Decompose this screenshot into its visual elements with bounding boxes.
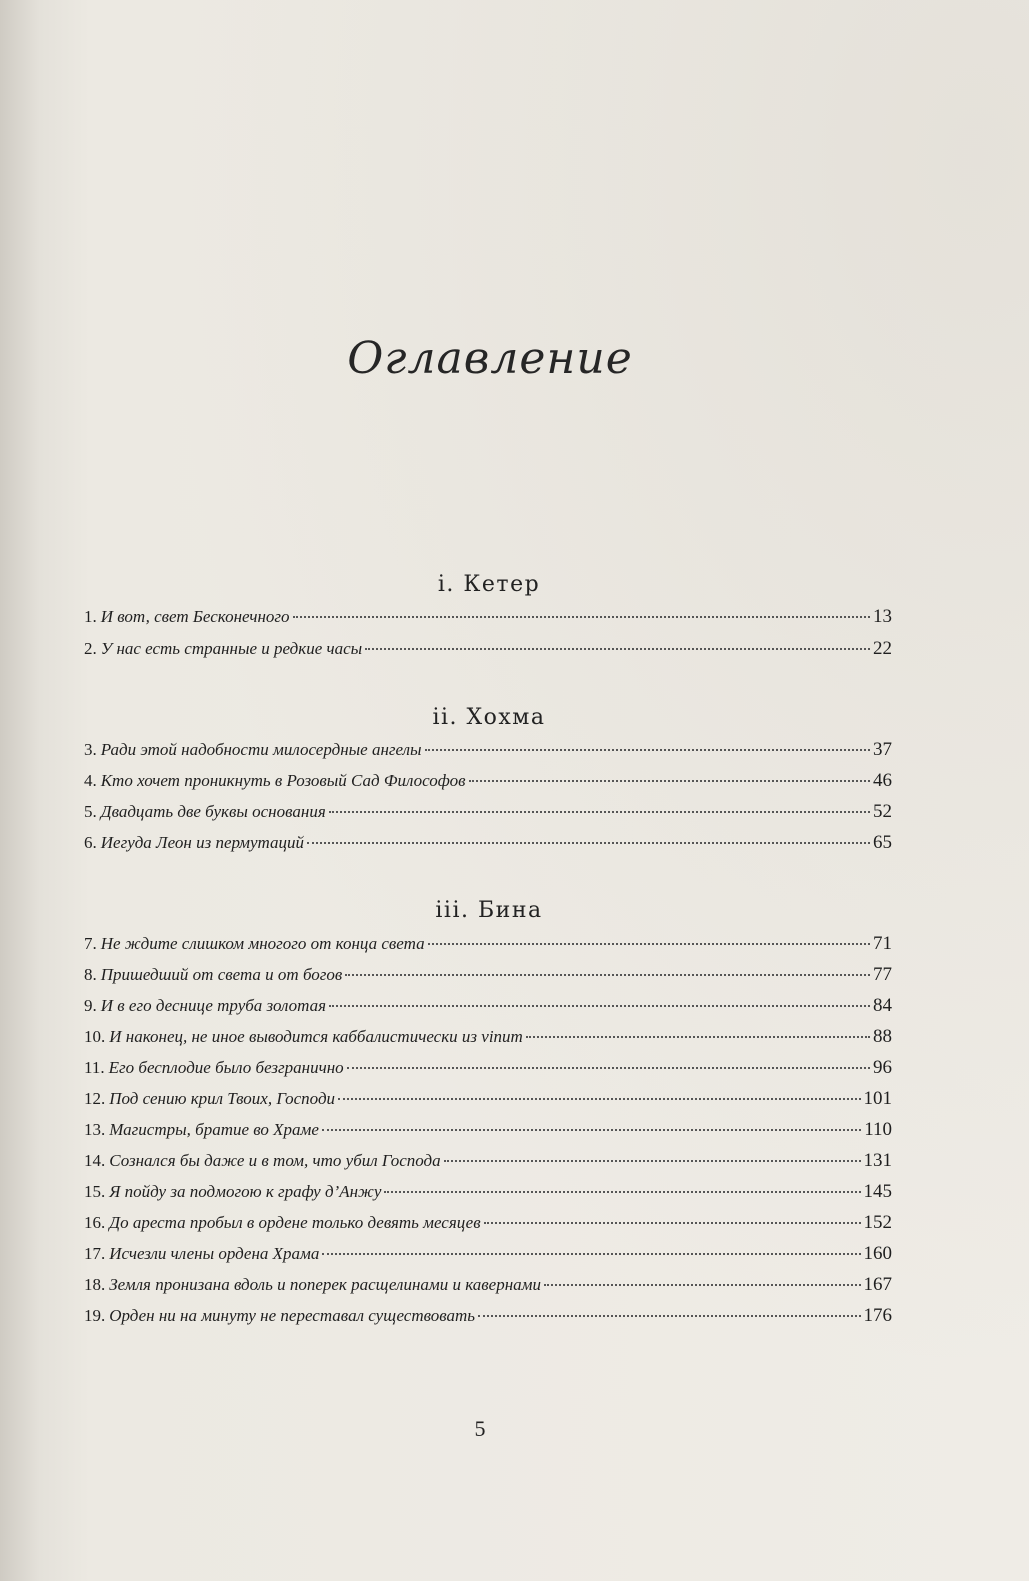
toc-entry	[84, 801, 892, 831]
entry-page-number: 160	[863, 1243, 892, 1264]
entry-title: Магистры, братие во Храме	[109, 1120, 319, 1139]
entry-number: 1.	[84, 607, 97, 626]
entry-number: 11.	[84, 1058, 105, 1077]
entry-title: И в его деснице труба золотая	[100, 996, 327, 1015]
entry-number: 15.	[84, 1182, 106, 1201]
entry-page-number: 65	[873, 832, 892, 853]
entry-title: Я пойду за подмогою к графу д’Анжу	[109, 1182, 382, 1201]
entry-number: 13.	[84, 1120, 106, 1139]
section-heading-bina: iii. Бина	[435, 898, 543, 923]
toc-entry	[84, 1181, 892, 1211]
toc-entry	[84, 1026, 892, 1056]
entry-number: 6.	[84, 833, 97, 852]
entry-page-number: 145	[863, 1181, 892, 1202]
entry-number: 9.	[84, 996, 97, 1015]
page-title	[0, 333, 980, 384]
entry-number: 3.	[84, 740, 97, 759]
entry-page-number: 77	[873, 964, 892, 985]
entry-title: И наконец, не иное выводится каббалистически из vinum	[109, 1027, 523, 1046]
dot-leader	[526, 1036, 870, 1038]
entry-page-number: 84	[873, 995, 892, 1016]
entry-title: Двадцать две буквы основания	[100, 802, 326, 821]
entry-page-number: 176	[863, 1305, 892, 1326]
entry-number: 8.	[84, 965, 97, 984]
dot-leader	[329, 1005, 870, 1007]
toc-entry	[84, 770, 892, 800]
entry-number: 5.	[84, 802, 97, 821]
entry-title: Сознался бы даже и в том, что убил Господа	[109, 1151, 441, 1170]
entry-number: 2.	[84, 639, 97, 658]
toc-entry	[84, 995, 892, 1025]
toc-entry	[84, 638, 892, 668]
entry-title: У нас есть странные и редкие часы	[100, 639, 363, 658]
section-heading-keter: i. Кетер	[437, 572, 541, 597]
entry-page-number: 167	[863, 1274, 892, 1295]
entry-title: Кто хочет проникнуть в Розовый Сад Философов	[100, 771, 466, 790]
entry-page-number: 131	[863, 1150, 892, 1171]
dot-leader	[322, 1129, 861, 1131]
dot-leader	[428, 943, 870, 945]
page-number-footer: 5	[474, 1416, 486, 1441]
entry-number: 12.	[84, 1089, 106, 1108]
entry-title: Не ждите слишком многого от конца света	[100, 934, 425, 953]
entry-title: Под сению крил Твоих, Господи	[109, 1089, 336, 1108]
entry-number: 16.	[84, 1213, 106, 1232]
toc-entry	[84, 606, 892, 636]
dot-leader	[307, 842, 870, 844]
dot-leader	[347, 1067, 870, 1069]
dot-leader	[484, 1222, 861, 1224]
toc-entry	[84, 1274, 892, 1304]
page-title-text: Оглавление	[347, 333, 633, 384]
toc-entry	[84, 1243, 892, 1273]
entry-page-number: 101	[863, 1088, 892, 1109]
entry-number: 10.	[84, 1027, 106, 1046]
entry-page-number: 52	[873, 801, 892, 822]
entry-number: 4.	[84, 771, 97, 790]
dot-leader	[384, 1191, 860, 1193]
entry-page-number: 96	[873, 1057, 892, 1078]
dot-leader	[293, 616, 870, 618]
toc-entry	[84, 1057, 892, 1087]
dot-leader	[469, 780, 870, 782]
toc-entry	[84, 739, 892, 769]
entry-title: Исчезли члены ордена Храма	[109, 1244, 320, 1263]
toc-entry	[84, 832, 892, 862]
toc-entry	[84, 1305, 892, 1335]
entry-page-number: 152	[863, 1212, 892, 1233]
toc-entry	[84, 1150, 892, 1180]
entry-number: 14.	[84, 1151, 106, 1170]
toc-entry	[84, 1212, 892, 1242]
entry-page-number: 22	[873, 638, 892, 659]
entry-number: 18.	[84, 1275, 106, 1294]
dot-leader	[345, 974, 870, 976]
toc-entry	[84, 1088, 892, 1118]
dot-leader	[425, 749, 870, 751]
entry-title: Пришедший от света и от богов	[100, 965, 343, 984]
entry-title: Земля пронизана вдоль и поперек расщелинами и кавернами	[109, 1275, 541, 1294]
dot-leader	[544, 1284, 861, 1286]
toc-entry	[84, 1119, 892, 1149]
dot-leader	[365, 648, 870, 650]
entry-title: Его бесплодие было безгранично	[108, 1058, 344, 1077]
entry-page-number: 71	[873, 933, 892, 954]
entry-title: И вот, свет Бесконечного	[100, 607, 290, 626]
entry-page-number: 13	[873, 606, 892, 627]
entry-number: 7.	[84, 934, 97, 953]
dot-leader	[329, 811, 870, 813]
entry-page-number: 88	[873, 1026, 892, 1047]
dot-leader	[338, 1098, 860, 1100]
entry-title: До ареста пробыл в ордене только девять месяцев	[109, 1213, 481, 1232]
dot-leader	[322, 1253, 860, 1255]
entry-page-number: 110	[864, 1119, 892, 1140]
entry-title: Иегуда Леон из пермутаций	[100, 833, 305, 852]
entry-number: 17.	[84, 1244, 106, 1263]
dot-leader	[478, 1315, 860, 1317]
entry-page-number: 37	[873, 739, 892, 760]
toc-entry	[84, 933, 892, 963]
entry-number: 19.	[84, 1306, 106, 1325]
section-heading-hokhma: ii. Хохма	[432, 705, 546, 730]
entry-title: Ради этой надобности милосердные ангелы	[100, 740, 422, 759]
entry-title: Орден ни на минуту не переставал существовать	[109, 1306, 476, 1325]
entry-page-number: 46	[873, 770, 892, 791]
toc-entry	[84, 964, 892, 994]
dot-leader	[444, 1160, 861, 1162]
